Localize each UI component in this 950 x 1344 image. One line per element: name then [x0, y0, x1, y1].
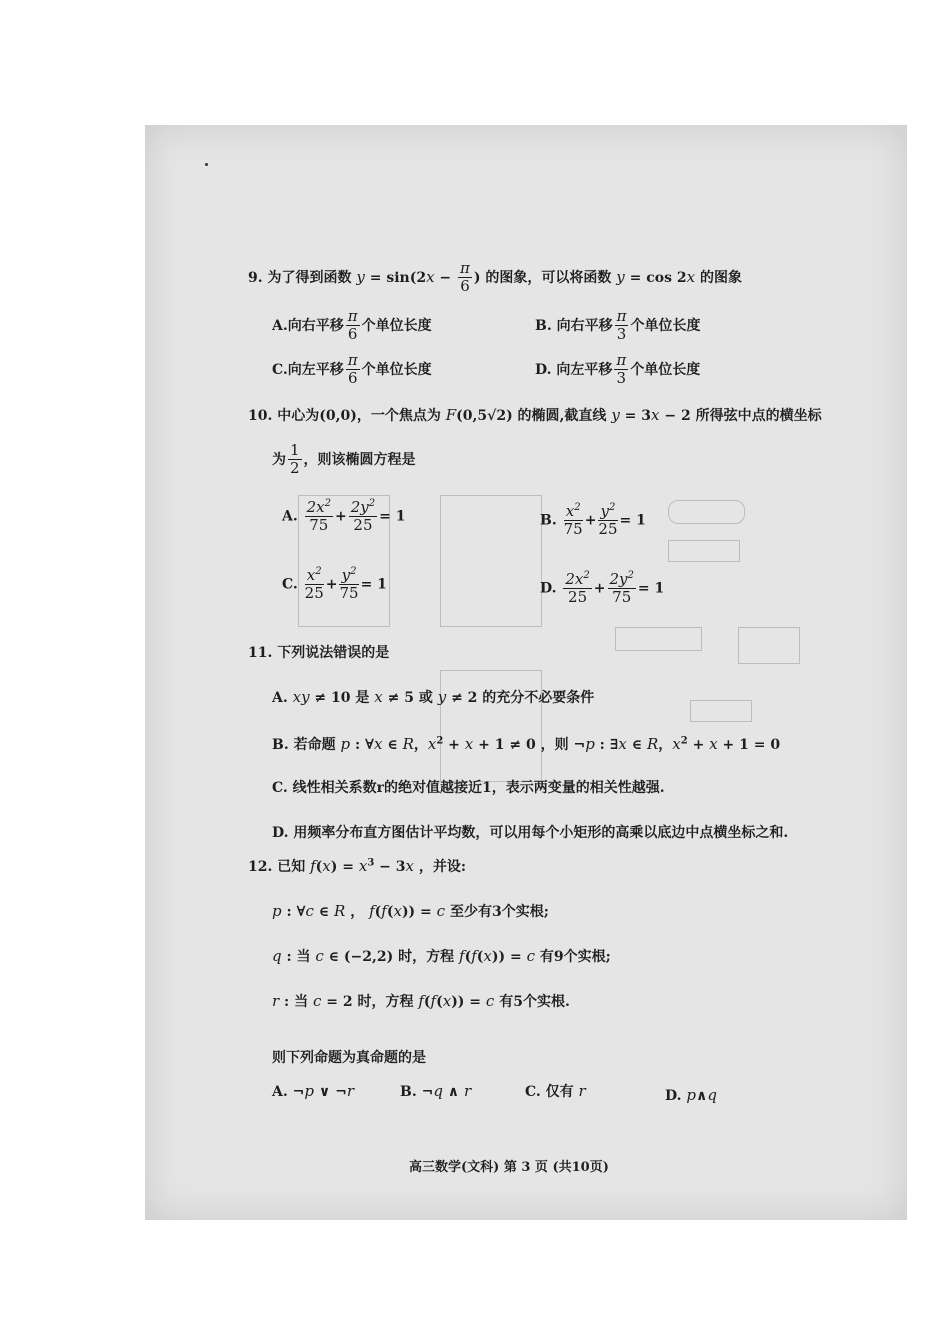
q10-option-a: A. $\frac{2x^2}{75}$ + $\frac{2y^2}{25}$ = 1: [282, 498, 406, 535]
bleed-figure-square: [440, 670, 542, 782]
q12-option-b: B. ¬q ∧ r: [400, 1082, 472, 1100]
q10-stem: 10. 中心为(0,0)，一个焦点为 F(0,5√2) 的椭圆,截直线 y = 3x − 2 所得弦中点的横坐标: [248, 406, 822, 424]
bleed-flowchart-box: [668, 540, 740, 562]
bleed-flowchart-box: [690, 700, 752, 722]
q10-option-b: B. $\frac{x^2}{75}$ + $\frac{y^2}{25}$ = 1: [540, 502, 646, 539]
bleed-flowchart-box: [738, 627, 800, 664]
bleed-flowchart-box: [668, 500, 745, 524]
q12-proposition-r: r : 当 c = 2 时，方程 f(f(x)) = c 有5个实根.: [272, 992, 570, 1010]
q9-option-a: A.向右平移 $\frac{\pi}{6}$ 个单位长度: [272, 307, 432, 344]
bleed-figure-square: [440, 495, 542, 627]
q12-option-a: A. ¬p ∨ ¬r: [272, 1082, 354, 1100]
q10-stem-cont: 为 $\frac{1}{2}$ ，则该椭圆方程是: [272, 441, 416, 478]
q12-proposition-p: p : ∀c ∈ R ， f(f(x)) = c 至少有3个实根;: [272, 902, 549, 920]
q11-stem: 11. 下列说法错误的是: [248, 645, 390, 661]
q9-option-b: B. 向右平移 $\frac{\pi}{3}$ 个单位长度: [535, 307, 701, 344]
bleed-flowchart-box: [615, 627, 702, 651]
page-footer: 高三数学(文科) 第 3 页 (共10页): [409, 1160, 609, 1175]
q10-option-d: D. $\frac{2x^2}{25}$ + $\frac{2y^2}{75}$ = 1: [540, 570, 665, 607]
q12-proposition-q: q : 当 c ∈ (−2,2) 时，方程 f(f(x)) = c 有9个实根;: [272, 947, 611, 965]
q12-prompt: 则下列命题为真命题的是: [272, 1050, 426, 1066]
q11-option-d: D. 用频率分布直方图估计平均数，可以用每个小矩形的高乘以底边中点横坐标之和.: [272, 825, 789, 841]
q12-option-c: C. 仅有 r: [525, 1082, 586, 1100]
q9-option-d: D. 向左平移 $\frac{\pi}{3}$ 个单位长度: [535, 351, 701, 388]
q12-option-d: D. p∧q: [665, 1086, 717, 1104]
q12-stem: 12. 已知 $f(x) = x^3 - 3x$ ，并设:: [248, 857, 467, 875]
scan-speck: [205, 163, 208, 166]
q11-option-c: C. 线性相关系数r的绝对值越接近1，表示两变量的相关性越强.: [272, 780, 665, 796]
q9-option-c: C.向左平移 $\frac{\pi}{6}$ 个单位长度: [272, 351, 432, 388]
q10-option-c: C. $\frac{x^2}{25}$ + $\frac{y^2}{75}$ = 1: [282, 566, 387, 603]
q9-stem: 9. 为了得到函数 y = sin(2x − $\frac{\pi}{6}$ ) 的图象，可以将函数 y = cos 2x 的图象: [248, 259, 742, 296]
q11-option-a: A. xy ≠ 10 是 x ≠ 5 或 y ≠ 2 的充分不必要条件: [272, 688, 595, 706]
q11-option-b: B. 若命题 p : ∀x ∈ R，$x^2 + x + 1 \ne 0$ ，则 ¬p : ∃x ∈ R，$x^2 + x + 1 = 0$: [272, 735, 781, 753]
